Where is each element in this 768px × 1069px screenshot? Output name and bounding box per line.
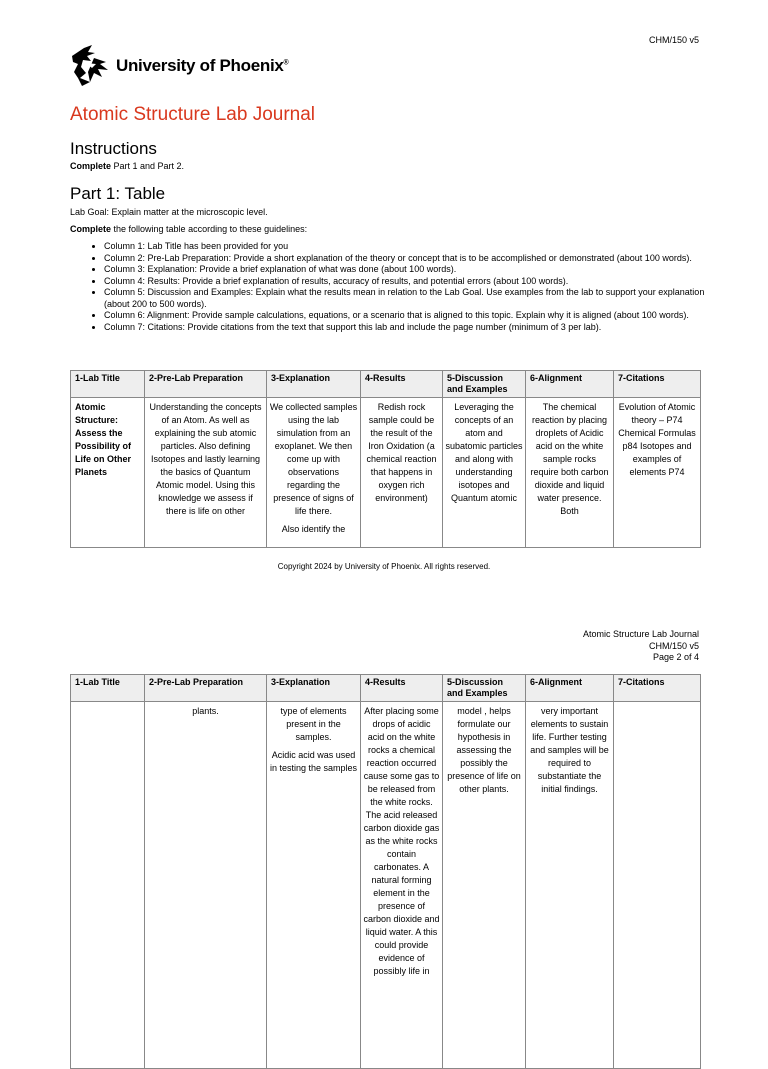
cell-paragraph: Acidic acid was used in testing the samples bbox=[269, 750, 358, 773]
cell-discussion: model , helps formulate our hypothesis in assessing the possibly the presence of life on other plants. bbox=[443, 702, 526, 1069]
page2-header bbox=[583, 629, 699, 664]
document-code: CHM/150 v5 bbox=[648, 35, 699, 45]
lab-goal: Lab Goal: Explain matter at the microscopic level. bbox=[70, 207, 268, 217]
guidelines-list bbox=[88, 241, 716, 333]
logo-wordmark: University of Phoenix® bbox=[116, 56, 289, 75]
guideline-item: • Column 6: Alignment: Provide sample calculations, equations, or a scenario that is aligned to this topic. Explain why it is aligned (about 100 words). bbox=[104, 310, 716, 322]
cell-lab-title: Atomic Structure: Assess the Possibility of Life on Other Planets bbox=[71, 398, 145, 548]
page2-header-code: CHM/150 v5 bbox=[648, 640, 699, 651]
instructions-text: Complete Part 1 and Part 2. bbox=[70, 161, 185, 171]
cell-lab-title bbox=[71, 702, 145, 1069]
cell-paragraph: We collected samples using the lab simulation from an exoplanet. We then come up with observations regarding the presence of signs of life there. bbox=[269, 402, 358, 516]
table-header-row bbox=[71, 371, 701, 398]
guideline-item: • Column 1: Lab Title has been provided for you bbox=[104, 241, 716, 253]
col-header-explanation: 3-Explanation bbox=[267, 371, 361, 398]
col-header-prelab: 2-Pre-Lab Preparation bbox=[145, 675, 267, 702]
cell-alignment: The chemical reaction by placing droplets of Acidic acid on the white sample rocks require both carbon dioxide and liquid water presence. Both bbox=[526, 398, 614, 548]
cell-citations bbox=[614, 702, 701, 1069]
guideline-item: • Column 5: Discussion and Examples: Explain what the results mean in relation to the Lab Goal. Use examples from the lab to support your explanation (about 200 to 500 words). bbox=[104, 287, 716, 310]
guideline-item: • Column 2: Pre-Lab Preparation: Provide a short explanation of the theory or concept that is to be accomplished or demonstrated (about 100 words). bbox=[104, 253, 716, 265]
guideline-item: • Column 4: Results: Provide a brief explanation of results, accuracy of results, and potential errors (about 100 words). bbox=[104, 276, 716, 288]
table-row bbox=[71, 702, 701, 1069]
complete-instructions: Complete the following table according to these guidelines: bbox=[70, 224, 308, 234]
lab-table-page2 bbox=[70, 674, 701, 1069]
instructions-heading: Instructions bbox=[70, 139, 157, 158]
guideline-item: • Column 7: Citations: Provide citations from the text that support this lab and include the page number (minimum of 3 per lab). bbox=[104, 322, 716, 334]
guideline-item: • Column 3: Explanation: Provide a brief explanation of what was done (about 100 words). bbox=[104, 264, 716, 276]
cell-results: After placing some drops of acidic acid on the white rocks a chemical reaction occurred cause some gas to be released from the white rocks. The acid released carbon dioxide gas as the white rocks contain carbonates. A natural forming element in the presence of carbon dioxide and liquid water. A this could provide evidence of possibly life in bbox=[361, 702, 443, 1069]
col-header-alignment: 6-Alignment bbox=[526, 675, 614, 702]
page-title: Atomic Structure Lab Journal bbox=[70, 104, 316, 125]
cell-paragraph: type of elements present in the samples. bbox=[280, 706, 347, 742]
col-header-citations: 7-Citations bbox=[614, 371, 701, 398]
table-row bbox=[71, 398, 701, 548]
cell-prelab: plants. bbox=[145, 702, 267, 1069]
col-header-discussion: 5-Discussion and Examples bbox=[443, 371, 526, 398]
page2-header-title: Atomic Structure Lab Journal bbox=[582, 629, 699, 639]
lab-table-page1 bbox=[70, 370, 701, 548]
cell-paragraph: Also identify the bbox=[281, 524, 346, 534]
col-header-prelab: 2-Pre-Lab Preparation bbox=[145, 371, 267, 398]
col-header-discussion: 5-Discussion and Examples bbox=[443, 675, 526, 702]
table-header-row bbox=[71, 675, 701, 702]
cell-prelab: Understanding the concepts of an Atom. As well as explaining the sub atomic particles. Also defining Isotopes and lastly learning the basics of Quantum Atomic model. Using this knowledge we assess if there is life on other bbox=[145, 398, 267, 548]
col-header-alignment: 6-Alignment bbox=[526, 371, 614, 398]
copyright-footer: Copyright 2024 by University of Phoenix. All rights reserved. bbox=[277, 562, 491, 571]
cell-alignment: very important elements to sustain life. Further testing and samples will be required to substantiate the initial findings. bbox=[526, 702, 614, 1069]
cell-explanation bbox=[267, 398, 361, 548]
cell-explanation bbox=[267, 702, 361, 1069]
cell-citations: Evolution of Atomic theory – P74 Chemical Formulas p84 Isotopes and examples of elements P74 bbox=[614, 398, 701, 548]
col-header-lab-title: 1-Lab Title bbox=[71, 675, 145, 702]
col-header-results: 4-Results bbox=[361, 675, 443, 702]
col-header-results: 4-Results bbox=[361, 371, 443, 398]
cell-discussion: Leveraging the concepts of an atom and subatomic particles and along with understanding isotopes and Quantum atomic bbox=[443, 398, 526, 548]
col-header-citations: 7-Citations bbox=[614, 675, 701, 702]
col-header-explanation: 3-Explanation bbox=[267, 675, 361, 702]
part1-heading: Part 1: Table bbox=[70, 184, 166, 203]
cell-results: Redish rock sample could be the result of the Iron Oxidation (a chemical reaction that happens in oxygen rich environment) bbox=[361, 398, 443, 548]
col-header-lab-title: 1-Lab Title bbox=[71, 371, 145, 398]
page-number: Page 2 of 4 bbox=[652, 652, 699, 662]
